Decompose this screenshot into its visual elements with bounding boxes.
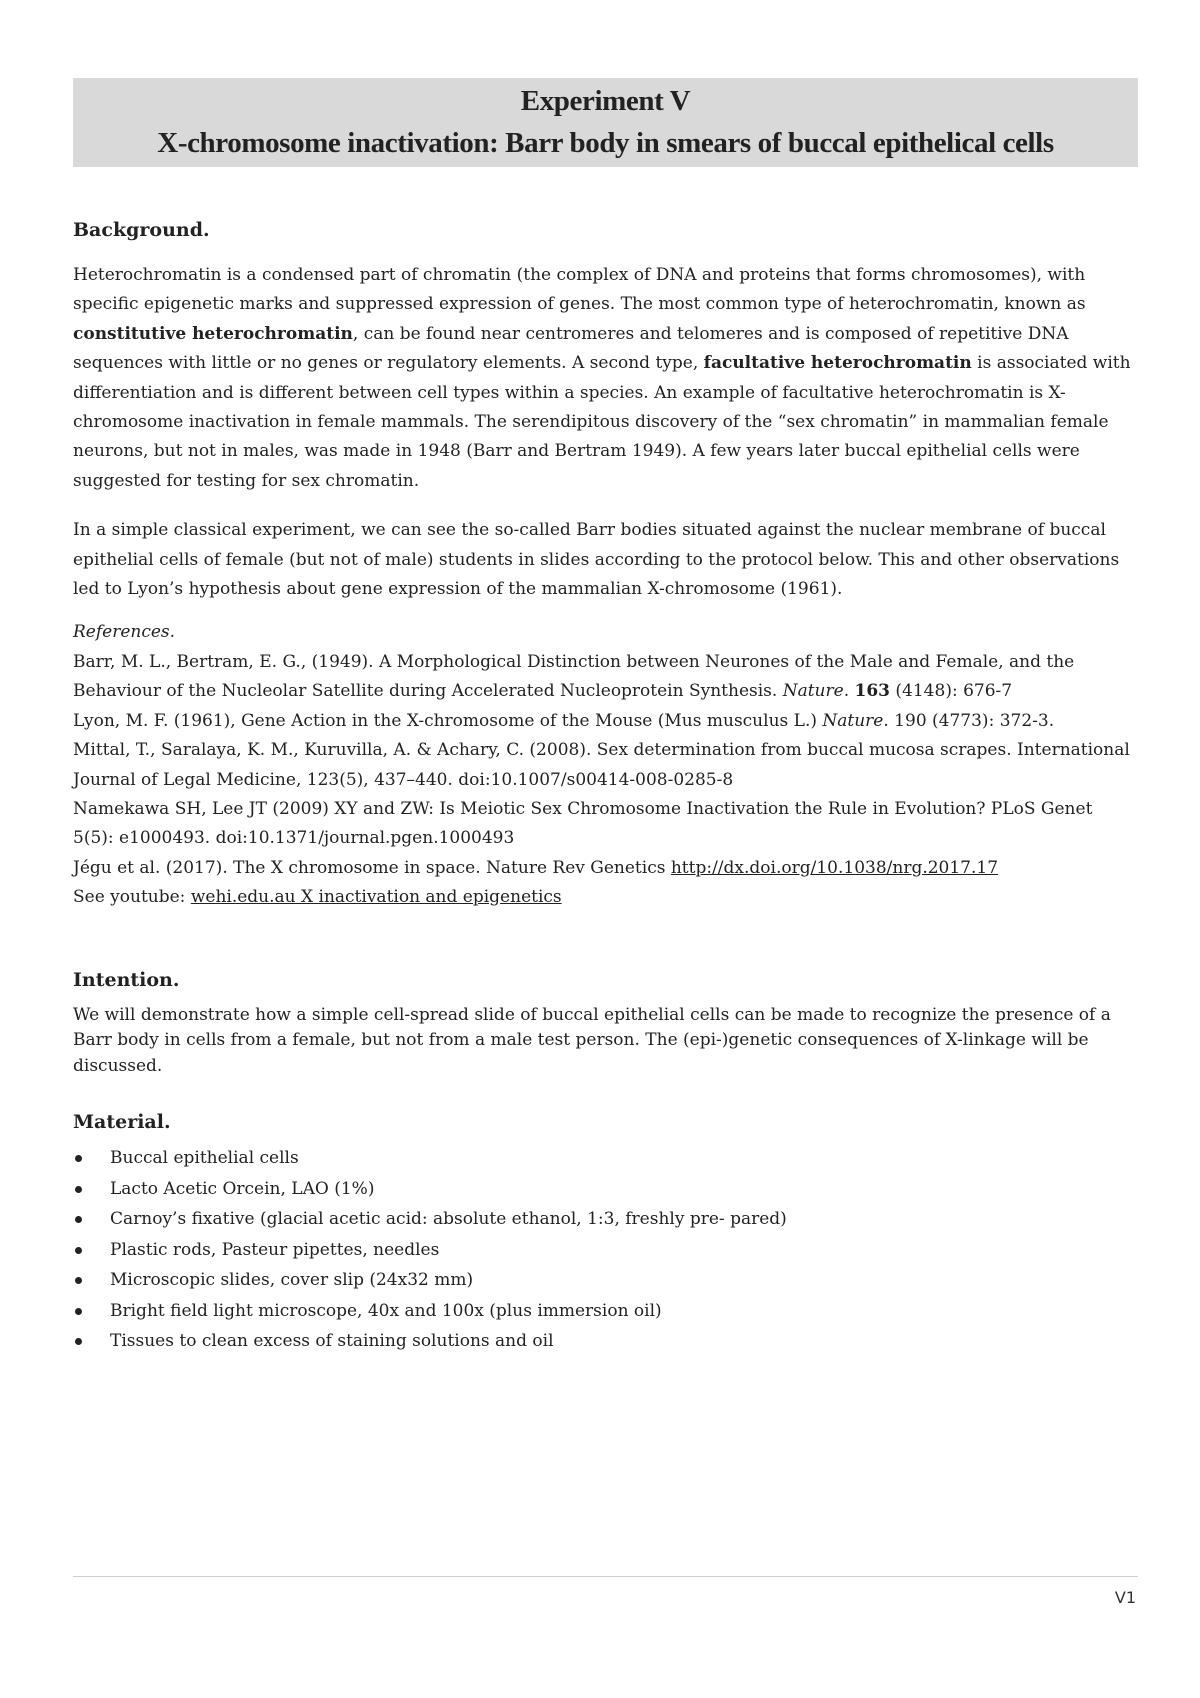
list-item: Buccal epithelial cells [73, 1143, 1138, 1174]
reference-jegu: Jégu et al. (2017). The X chromosome in space. Nature Rev Genetics http://dx.doi.org/10.1038/nrg.2017.17 [73, 857, 999, 878]
bullet-icon [75, 1277, 82, 1284]
list-item: Microscopic slides, cover slip (24x32 mm) [73, 1265, 1138, 1296]
bullet-icon [75, 1155, 82, 1162]
list-item: Bright field light microscope, 40x and 100x (plus immersion oil) [73, 1296, 1138, 1327]
references-label: References. [73, 622, 176, 643]
list-item: Carnoy’s fixative (glacial acetic acid: absolute ethanol, 1:3, freshly pre- pared) [73, 1204, 1138, 1235]
doi-link[interactable]: http://dx.doi.org/10.1038/nrg.2017.17 [670, 857, 999, 878]
bullet-icon [75, 1186, 82, 1193]
youtube-link[interactable]: wehi.edu.au X inactivation and epigenetics [190, 887, 562, 908]
material-heading: Material. [73, 1111, 171, 1134]
background-paragraph-1: Heterochromatin is a condensed part of chromatin (the complex of DNA and proteins that forms chromosomes), with specific epigenetic marks and suppressed expression of genes. The most common type of heterochromatin, known as constitutive heterochromatin, can be found near centromeres and telomeres and is composed of repetitive DNA sequences with little or no genes or regulatory elements. A second type, facultative heterochromatin is associated with differentiation and is different between cell types within a species. An example of facultative heterochromatin is X-chromosome inactivation in female mammals. The serendipitous discovery of the “sex chromatin” in mammalian female neurons, but not in males, was made in 1948 (Barr and Bertram 1949). A few years later buccal epithelial cells were suggested for testing for sex chromatin. [73, 265, 1131, 491]
background-paragraph-2: In a simple classical experiment, we can see the so-called Barr bodies situated against the nuclear membrane of buccal epithelial cells of female (but not of male) students in slides according to the protocol below. This and other observations led to Lyon’s hypothesis about gene expression of the mammalian X-chromosome (1961). [73, 520, 1120, 600]
bold-term-constitutive: constitutive heterochromatin [73, 323, 353, 344]
reference-lyon: Lyon, M. F. (1961), Gene Action in the X-chromosome of the Mouse (Mus musculus L.) Nature. 190 (4773): 372-3. [73, 710, 1055, 731]
bold-term-facultative: facultative heterochromatin [703, 353, 972, 374]
bullet-icon [75, 1308, 82, 1315]
references-block [73, 618, 1138, 912]
background-heading: Background. [73, 219, 210, 241]
intention-text: We will demonstrate how a simple cell-spread slide of buccal epithelial cells can be made to recognize the presence of a Barr body in cells from a female, but not from a male test person. The (epi-)genetic consequences of X-linkage will be discussed. [73, 1004, 1111, 1076]
footer-version: V1 [1114, 1588, 1136, 1607]
material-list [73, 1143, 1138, 1357]
bullet-icon [75, 1247, 82, 1254]
experiment-number: Experiment V [520, 85, 691, 117]
title-banner [73, 78, 1138, 167]
footer-divider [73, 1576, 1138, 1577]
reference-namekawa: Namekawa SH, Lee JT (2009) XY and ZW: Is Meiotic Sex Chromosome Inactivation the Rule in Evolution? PLoS Genet 5(5): e1000493. doi:10.1371/journal.pgen.1000493 [73, 798, 1093, 849]
list-item: Lacto Acetic Orcein, LAO (1%) [73, 1174, 1138, 1205]
experiment-title: X-chromosome inactivation: Barr body in smears of buccal epithelical cells [157, 127, 1054, 159]
reference-youtube: See youtube: wehi.edu.au X inactivation and epigenetics [73, 887, 562, 908]
list-item: Plastic rods, Pasteur pipettes, needles [73, 1235, 1138, 1266]
reference-mittal: Mittal, T., Saralaya, K. M., Kuruvilla, A. & Achary, C. (2008). Sex determination from buccal mucosa scrapes. International Journal of Legal Medicine, 123(5), 437–440. doi:10.1007/s00414-008-0285-8 [73, 740, 1130, 790]
document-page [73, 78, 1138, 1357]
bullet-icon [75, 1216, 82, 1223]
bullet-icon [75, 1338, 82, 1345]
reference-barr: Barr, M. L., Bertram, E. G., (1949). A Morphological Distinction between Neurones of the Male and Female, and the Behaviour of the Nucleolar Satellite during Accelerated Nucleoprotein Synthesis. Nature. 163 (4148): 676-7 [73, 651, 1075, 702]
intention-heading: Intention. [73, 968, 180, 991]
list-item: Tissues to clean excess of staining solutions and oil [73, 1326, 1138, 1357]
